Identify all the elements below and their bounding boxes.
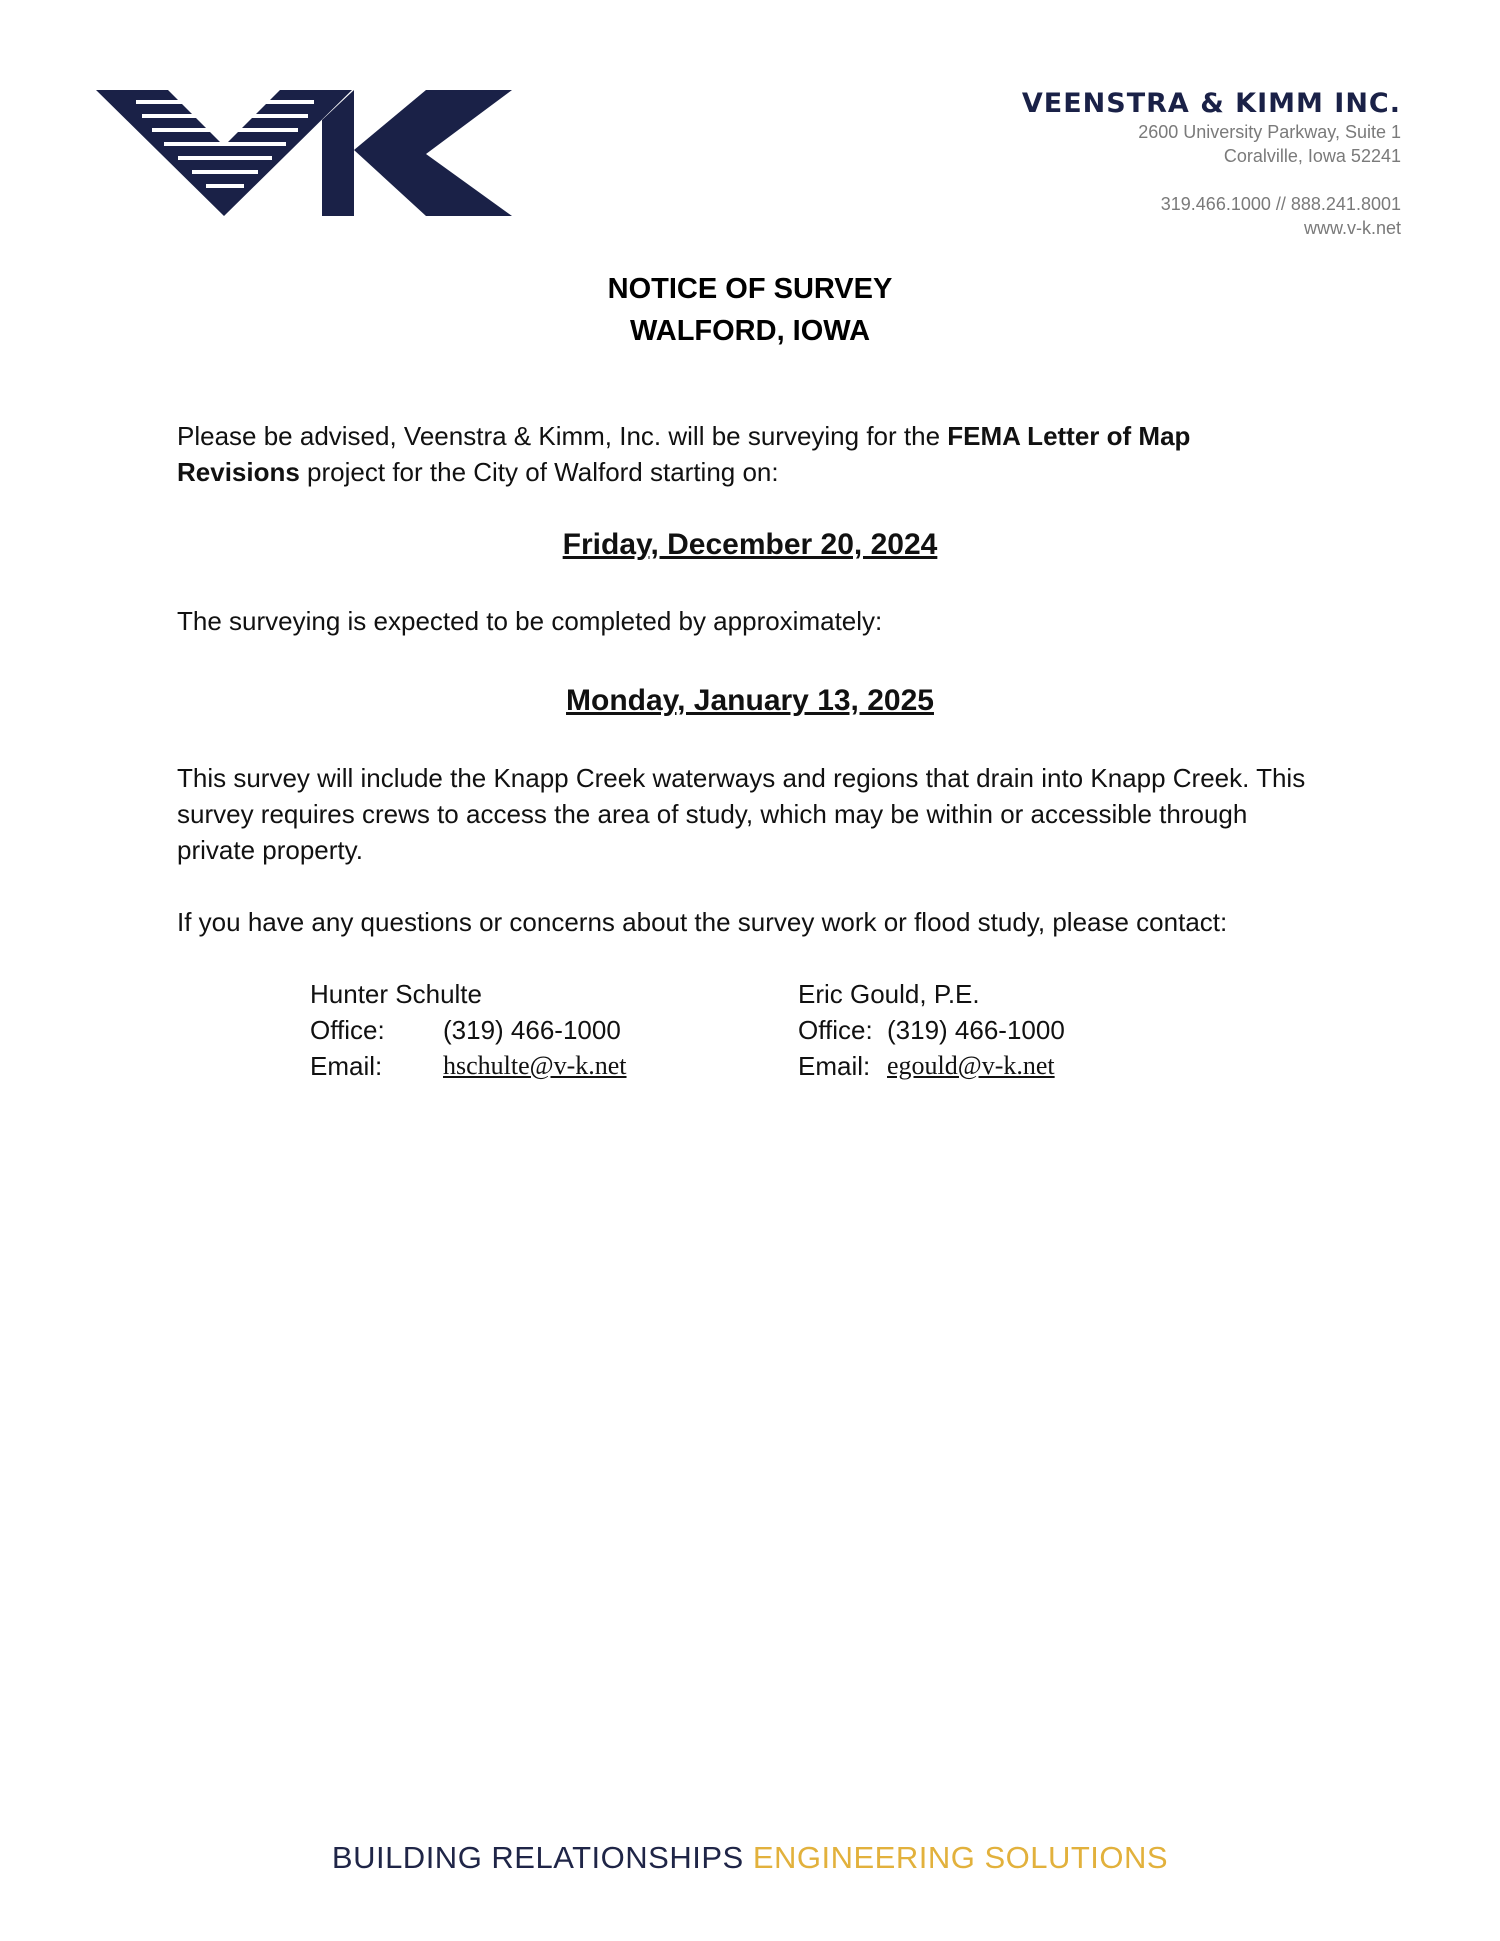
company-phones: 319.466.1000 // 888.241.8001 [1160,194,1401,214]
office-label: Office: [798,1015,873,1045]
company-address-line1: 2600 University Parkway, Suite 1 [1138,122,1401,142]
contact-name: Hunter Schulte [310,979,482,1009]
company-website[interactable]: www.v-k.net [1303,218,1401,238]
notice-title [0,268,1500,352]
office-phone: (319) 466-1000 [887,1015,1065,1045]
office-phone: (319) 466-1000 [443,1015,621,1045]
vk-logo [96,90,512,216]
office-label: Office: [310,1015,385,1045]
intro-text-end: project for the City of Walford starting on: [299,457,779,487]
notice-title-line2: WALFORD, IOWA [629,315,871,347]
contact-card [310,976,627,1084]
footer-tagline [0,1840,1500,1876]
contact-name: Eric Gould, P.E. [798,979,980,1009]
email-link[interactable]: hschulte@v-k.net [443,1051,627,1080]
start-date: Friday, December 20, 2024 [562,528,938,561]
company-name: VEENSTRA & KIMM INC. [1021,88,1401,119]
intro-paragraph [177,418,1237,490]
end-date: Monday, January 13, 2025 [566,684,934,717]
company-header [1022,88,1401,240]
logo-v-mark [96,90,352,216]
email-label: Email: [310,1051,383,1081]
logo-k-mark [322,90,512,216]
tagline-part2: ENGINEERING SOLUTIONS [752,1840,1169,1875]
questions-text: If you have any questions or concerns about the survey work or flood study, please contact: [177,907,1228,937]
company-address-line2: Coralville, Iowa 52241 [1223,146,1401,166]
tagline-part1: BUILDING RELATIONSHIPS [331,1840,744,1875]
scope-paragraph: This survey will include the Knapp Creek waterways and regions that drain into Knapp Creek. This survey requires crews to access the area of study, which may be within or accessible through private property. [177,763,1306,865]
notice-title-line1: NOTICE OF SURVEY [607,273,893,305]
email-label: Email: [798,1051,871,1081]
completion-text: The surveying is expected to be completed by approximately: [177,606,883,636]
email-link[interactable]: egould@v-k.net [887,1051,1055,1080]
intro-project-name: FEMA Letter of Map Revisions [177,421,1191,487]
contact-card [798,976,1065,1084]
intro-text-start: Please be advised, Veenstra & Kimm, Inc. will be surveying for the [177,421,948,451]
